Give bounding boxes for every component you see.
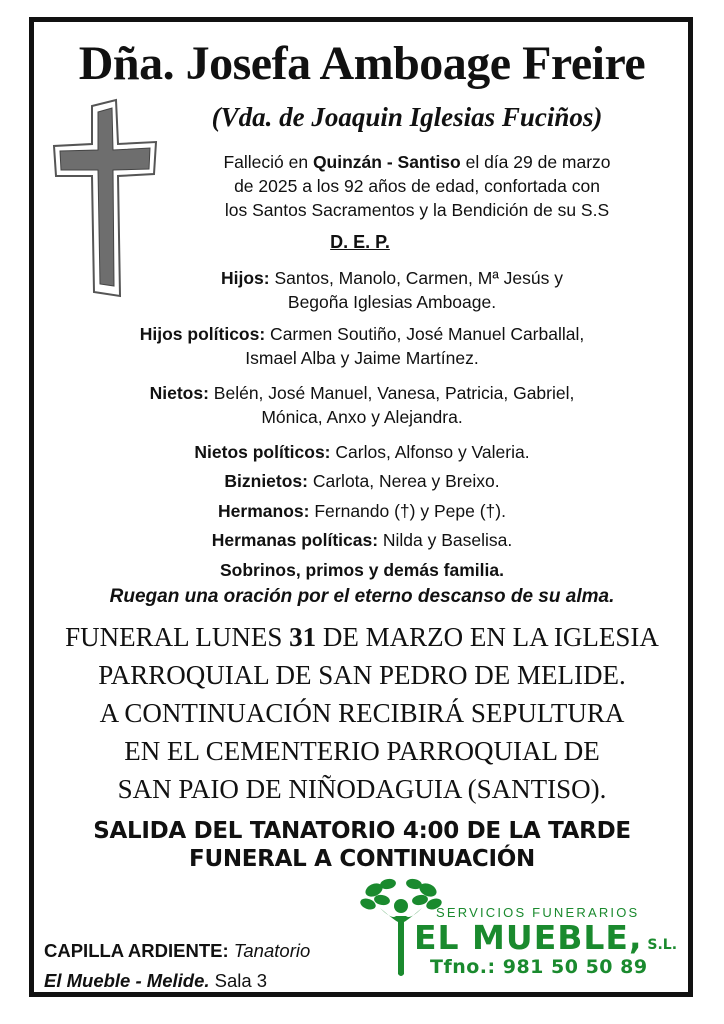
- family-hermanos: Hermanos: Fernando (†) y Pepe (†).: [218, 501, 506, 521]
- family-hermanas-politicas: Hermanas políticas: Nilda y Baselisa.: [211, 530, 513, 550]
- death-notice-line-2: de 2025 a los 92 años de edad, confortada con: [234, 176, 600, 196]
- logo-phone: Tfno.: 981 50 50 89: [430, 956, 648, 978]
- family-nietos: Nietos: Belén, José Manuel, Vanesa, Patricia, Gabriel, Mónica, Anxo y Alejandra.: [149, 383, 575, 427]
- funeral-line-1: FUNERAL LUNES 31 DE MARZO EN LA IGLESIA: [65, 622, 659, 652]
- funeral-line-2: PARROQUIAL DE SAN PEDRO DE MELIDE.: [98, 660, 626, 690]
- chapel-label: CAPILLA ARDIENTE:: [44, 940, 229, 961]
- widow-of: (Vda. de Joaquin Iglesias Fuciños): [211, 102, 603, 132]
- family-nietos-politicos: Nietos políticos: Carlos, Alfonso y Valeria.: [194, 442, 530, 462]
- dep-heading: D. E. P.: [330, 232, 390, 252]
- departure-notice: [44, 817, 680, 873]
- family-biznietos: Biznietos: Carlota, Nerea y Breixo.: [224, 471, 500, 491]
- funeral-line-4: EN EL CEMENTERIO PARROQUIAL DE: [124, 736, 600, 766]
- deceased-name: Dña. Josefa Amboage Freire: [78, 37, 646, 90]
- family-sobrinos: Sobrinos, primos y demás familia.: [220, 560, 504, 580]
- funeral-line-5: SAN PAIO DE NIÑODAGUIA (SANTISO).: [117, 774, 607, 804]
- prayer-request: Ruegan una oración por el eterno descanso de su alma.: [109, 586, 615, 607]
- funeral-details: [44, 618, 680, 808]
- funeral-day: 31: [289, 622, 317, 652]
- logo-name: EL MUEBLE, S.L.: [414, 918, 678, 957]
- departure-line-1: SALIDA DEL TANATORIO 4:00 DE LA TARDE: [93, 818, 631, 844]
- family-hijos-politicos: Hijos políticos: Carmen Soutiño, José Manuel Carballal, Ismael Alba y Jaime Martínez.: [139, 324, 585, 368]
- death-notice: [180, 150, 654, 222]
- death-notice-line-1: Falleció en Quinzán - Santiso el día 29 de marzo: [223, 152, 611, 172]
- death-notice-line-3: los Santos Sacramentos y la Bendición de su S.S: [224, 200, 610, 220]
- departure-line-2: FUNERAL A CONTINUACIÓN: [189, 846, 535, 872]
- death-place: Quinzán - Santiso: [312, 152, 461, 172]
- logo-subtitle: SERVICIOS FUNERARIOS: [436, 905, 640, 920]
- funeral-line-3: A CONTINUACIÓN RECIBIRÁ SEPULTURA: [99, 698, 625, 728]
- chapel-info: CAPILLA ARDIENTE: Tanatorio El Mueble - Melide. Sala 3: [44, 940, 311, 991]
- family-hijos: Hijos: Santos, Manolo, Carmen, Mª Jesús y Begoña Iglesias Amboage.: [220, 268, 564, 312]
